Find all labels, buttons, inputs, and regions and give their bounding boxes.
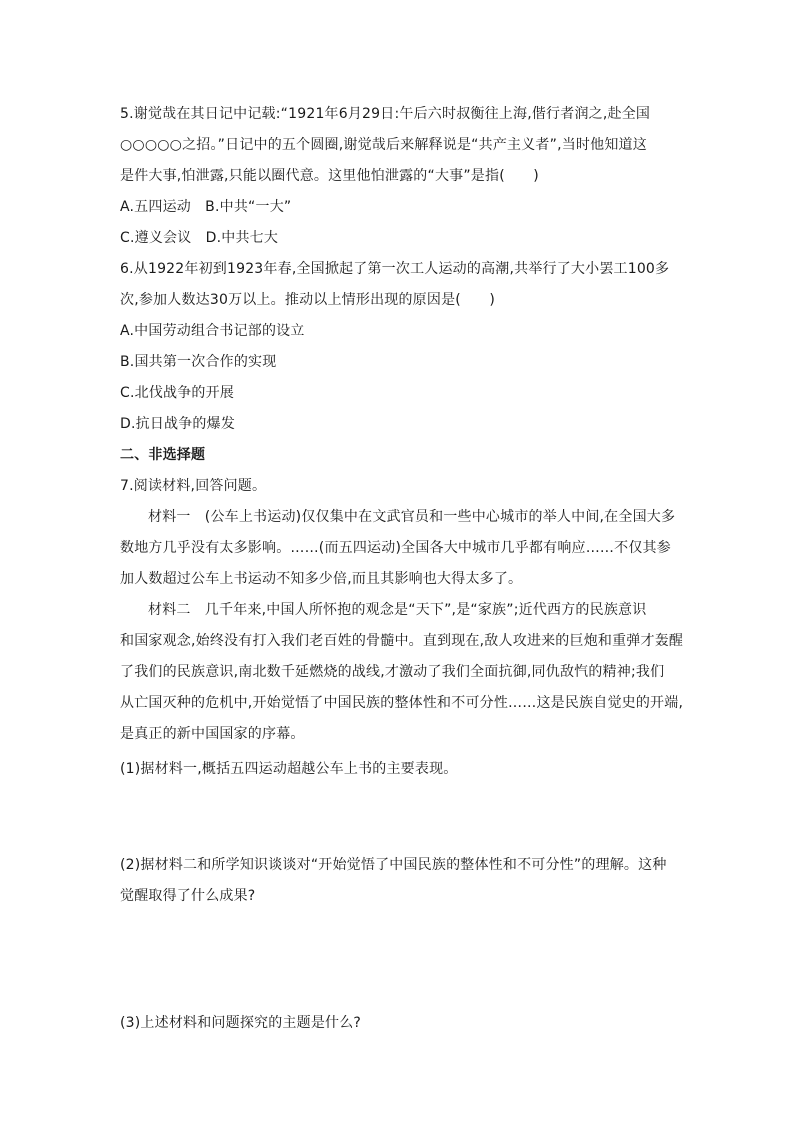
- q6-stem-line-2: 次,参加人数达30万以上。推动以上情形出现的原因是( ): [120, 292, 495, 308]
- q7-material1-line-3: 加人数超过公车上书运动不知多少倍,而且其影响也大得太多了。: [120, 571, 523, 587]
- q7-material2-line-5: 是真正的新中国国家的序幕。: [120, 726, 305, 742]
- q7-material1-line-1: 材料一 (公车上书运动)仅仅集中在文武官员和一些中心城市的举人中间,在全国大多: [148, 509, 676, 525]
- q6-option-b: B.国共第一次合作的实现: [120, 354, 277, 370]
- q5-options-ab: A.五四运动 B.中共“一大”: [120, 199, 292, 215]
- q7-material1-line-2: 数地方几乎没有太多影响。……(而五四运动)全国各大中城市几乎都有响应……不仅其参: [120, 540, 671, 556]
- q7-material2-line-2: 和国家观念,始终没有打入我们老百姓的骨髓中。直到现在,敌人攻进来的巨炮和重弹才轰醒: [120, 633, 684, 649]
- q5-stem-line-1: 5.谢觉哉在其日记中记载:“1921年6月29日:午后六时叔衡往上海,偕行者润之,赴全国: [120, 106, 651, 122]
- q5-stem-line-3: 是件大事,怕泄露,只能以圈代意。这里他怕泄露的“大事”是指( ): [120, 168, 539, 184]
- q7-material2-line-1: 材料二 几千年来,中国人所怀抱的观念是“天下”,是“家族”;近代西方的民族意识: [148, 602, 647, 618]
- q6-option-d: D.抗日战争的爆发: [120, 416, 236, 432]
- q7-subquestion-1: (1)据材料一,概括五四运动超越公车上书的主要表现。: [120, 761, 458, 777]
- q7-subquestion-2-line-1: (2)据材料二和所学知识谈谈对“开始觉悟了中国民族的整体性和不可分性”的理解。这种: [120, 857, 667, 873]
- q6-option-a: A.中国劳动组合书记部的设立: [120, 323, 305, 339]
- q5-options-cd: C.遵义会议 D.中共七大: [120, 230, 279, 246]
- q7-material2-line-3: 了我们的民族意识,南北数千延燃烧的战线,才激动了我们全面抗御,同仇敌忾的精神;我们: [120, 664, 665, 680]
- q6-option-c: C.北伐战争的开展: [120, 385, 235, 401]
- q6-stem-line-1: 6.从1922年初到1923年春,全国掀起了第一次工人运动的高潮,共举行了大小罢工100多: [120, 261, 670, 277]
- q7-material2-line-4: 从亡国灭种的危机中,开始觉悟了中国民族的整体性和不可分性……这是民族自觉史的开端,: [120, 695, 684, 711]
- section-heading-non-choice: 二、非选择题: [120, 447, 206, 463]
- q7-subquestion-2-line-2: 觉醒取得了什么成果?: [120, 888, 256, 904]
- q7-intro: 7.阅读材料,回答问题。: [120, 478, 267, 494]
- q5-stem-line-2: ○○○○○之招。”日记中的五个圆圈,谢觉哉后来解释说是“共产主义者”,当时他知道这: [120, 137, 647, 153]
- q7-subquestion-3: (3)上述材料和问题探究的主题是什么?: [120, 1015, 362, 1031]
